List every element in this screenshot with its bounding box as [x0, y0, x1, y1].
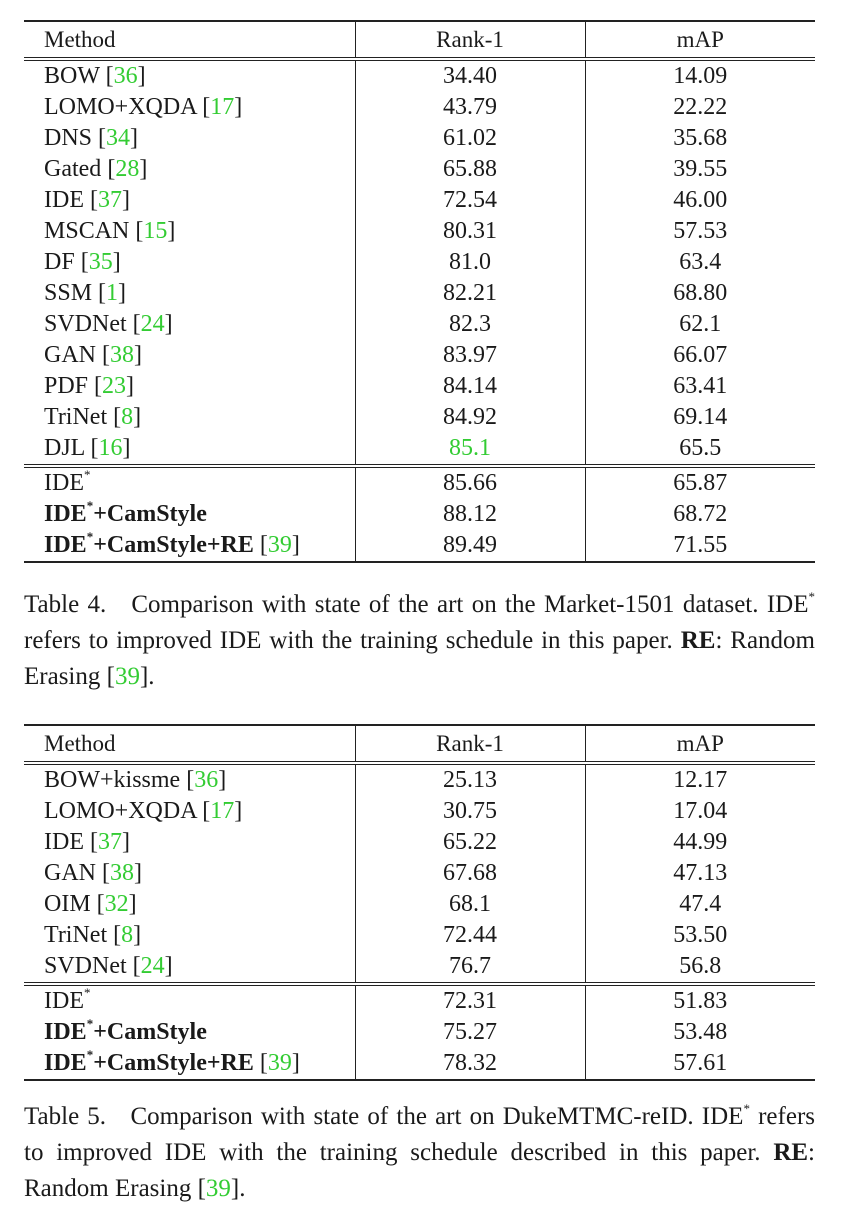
- table-row: [24, 92, 815, 123]
- citation-link[interactable]: 37: [97, 829, 122, 855]
- table-row: [24, 247, 815, 278]
- header-rank1: Rank-1: [355, 21, 585, 59]
- table-row: [24, 185, 815, 216]
- method-name: [44, 922, 107, 948]
- method-label: LOMO+XQDA: [44, 94, 197, 120]
- table-row: [24, 123, 815, 154]
- map-cell: 57.61: [585, 1048, 815, 1080]
- method-name: [44, 860, 96, 886]
- method-cell: IDE*+CamStyle+RE [39]: [24, 530, 355, 562]
- method-name: [44, 94, 196, 120]
- method-star: *: [83, 467, 91, 482]
- map-cell: 46.00: [673, 187, 728, 213]
- citation-link[interactable]: 35: [88, 249, 113, 275]
- method-label: PDF: [44, 373, 89, 399]
- map-cell: 47.4: [679, 891, 722, 917]
- rank1-cell: 30.75: [355, 796, 585, 827]
- map-cell: 14.09: [673, 63, 728, 89]
- method-base: IDE: [44, 532, 87, 558]
- table-row: [24, 827, 815, 858]
- caption-bold: RE: [773, 1139, 809, 1166]
- method-base: IDE: [44, 988, 84, 1014]
- method-label: TriNet: [44, 404, 108, 430]
- method-cell: DNS [34]: [24, 123, 355, 154]
- method-label: GAN: [44, 342, 96, 368]
- method-label: SVDNet: [44, 311, 127, 337]
- rank1-cell: 61.02: [355, 123, 585, 154]
- table-row-ours: [24, 1048, 815, 1080]
- table5-caption: [24, 1099, 815, 1207]
- citation-link[interactable]: 36: [194, 767, 219, 793]
- method-cell: [24, 1017, 355, 1048]
- method-label: DF: [44, 249, 75, 275]
- method-cell: PDF [23]: [24, 371, 355, 402]
- method-cell: LOMO+XQDA [17]: [24, 92, 355, 123]
- results-table-dukemtmc: [24, 724, 815, 1081]
- citation-link[interactable]: 15: [143, 218, 168, 244]
- method-cell: DF [35]: [24, 247, 355, 278]
- method-base: IDE: [44, 501, 87, 527]
- table-row-ours: [24, 499, 815, 530]
- table-row: [24, 216, 815, 247]
- method-name: [44, 798, 196, 824]
- rank1-cell: 82.21: [355, 278, 585, 309]
- map-cell: 51.83: [585, 984, 815, 1017]
- table-row: [24, 59, 815, 92]
- map-cell: 63.41: [673, 373, 728, 399]
- results-table: [24, 20, 815, 563]
- method-name: [44, 953, 127, 979]
- method-name: [44, 63, 100, 89]
- method-cell: [24, 466, 355, 499]
- method-cell: BOW+kissme [36]: [24, 763, 355, 796]
- map-cell: 56.8: [679, 953, 722, 979]
- method-cell: IDE [37]: [24, 827, 355, 858]
- results-table-market1501: [24, 20, 815, 563]
- table-row: [24, 278, 815, 309]
- method-label: SVDNet: [44, 953, 127, 979]
- citation-link[interactable]: 39: [267, 532, 292, 558]
- results-table: [24, 724, 815, 1081]
- method-cell: [24, 984, 355, 1017]
- citation-link[interactable]: 38: [110, 342, 134, 368]
- rank1-cell: 85.66: [355, 466, 585, 499]
- method-name: [44, 767, 180, 793]
- caption-star: *: [808, 588, 815, 604]
- table-row: [24, 889, 815, 920]
- method-label: IDE: [44, 187, 84, 213]
- rank1-cell: 65.22: [355, 827, 585, 858]
- method-star: *: [86, 1047, 94, 1062]
- method-cell: IDE*+CamStyle+RE [39]: [24, 1048, 355, 1080]
- rank1-cell: 68.1: [355, 889, 585, 920]
- map-cell: 53.50: [673, 922, 728, 948]
- method-name: [44, 311, 127, 337]
- method-cell: GAN [38]: [24, 340, 355, 371]
- rank1-cell: 43.79: [355, 92, 585, 123]
- caption-text: Comparison with state of the art on the Market-1501 dataset. IDE: [131, 591, 809, 618]
- table-row-ours: [24, 466, 815, 499]
- map-cell: 68.72: [673, 501, 728, 527]
- caption-label: Table 4.: [24, 591, 107, 618]
- method-cell: DJL [16]: [24, 433, 355, 466]
- citation-link[interactable]: 39: [114, 663, 140, 690]
- map-cell: 17.04: [673, 798, 728, 824]
- method-label: LOMO+XQDA: [44, 798, 197, 824]
- rank1-cell: 84.14: [355, 371, 585, 402]
- method-label: BOW: [44, 63, 100, 89]
- map-cell: 53.48: [673, 1019, 728, 1045]
- caption-text: : Random Erasing [: [24, 1139, 815, 1202]
- citation-link[interactable]: 39: [267, 1050, 292, 1076]
- method-name: [44, 985, 91, 1014]
- rank1-cell: 67.68: [355, 858, 585, 889]
- table-row: [24, 858, 815, 889]
- method-label: DJL: [44, 435, 85, 461]
- rank1-cell: 85.1: [355, 433, 585, 466]
- caption-text: refers to improved IDE with the training schedule described in this paper.: [24, 1103, 815, 1166]
- table-row-ours: [24, 1017, 815, 1048]
- method-cell: MSCAN [15]: [24, 216, 355, 247]
- citation-link[interactable]: 24: [140, 311, 165, 337]
- citation-link[interactable]: 34: [106, 125, 131, 151]
- method-name: [44, 342, 96, 368]
- method-suffix: +CamStyle: [93, 501, 207, 527]
- header-row: [24, 725, 815, 763]
- rank1-cell: 80.31: [355, 216, 585, 247]
- rank1-cell: 82.3: [355, 309, 585, 340]
- table-row: [24, 371, 815, 402]
- method-label: SSM: [44, 280, 93, 306]
- rank1-cell: 76.7: [355, 951, 585, 984]
- caption-bold: RE: [680, 627, 716, 654]
- method-label: OIM: [44, 891, 91, 917]
- method-cell: BOW [36]: [24, 59, 355, 92]
- method-star: *: [86, 498, 94, 513]
- caption-text: Comparison with state of the art on DukeMTMC-reID. IDE: [130, 1103, 744, 1130]
- table-row: [24, 402, 815, 433]
- table-row-ours: [24, 530, 815, 562]
- citation-link[interactable]: 23: [102, 373, 127, 399]
- method-base: IDE: [44, 1050, 87, 1076]
- rank1-cell: 89.49: [355, 530, 585, 562]
- rank1-cell: 78.32: [355, 1048, 585, 1080]
- method-name: [44, 891, 91, 917]
- method-name: [44, 498, 207, 527]
- map-cell: 65.5: [679, 435, 722, 461]
- method-name: [44, 373, 88, 399]
- map-cell: 63.4: [679, 249, 722, 275]
- map-cell: 57.53: [673, 218, 728, 244]
- header-rank1: Rank-1: [355, 725, 585, 763]
- method-label: IDE: [44, 829, 84, 855]
- method-cell: SSM [1]: [24, 278, 355, 309]
- method-label: BOW+kissme: [44, 767, 181, 793]
- citation-link[interactable]: 17: [210, 798, 235, 824]
- method-star: *: [86, 1016, 94, 1031]
- method-name: [44, 829, 84, 855]
- method-name: [44, 529, 254, 558]
- method-name: [44, 1047, 254, 1076]
- caption-label: Table 5.: [24, 1103, 107, 1130]
- map-cell: 62.1: [679, 311, 722, 337]
- method-suffix: +CamStyle+RE: [93, 532, 254, 558]
- method-cell: Gated [28]: [24, 154, 355, 185]
- header-method: Method: [24, 725, 355, 763]
- citation-link[interactable]: 38: [110, 860, 134, 886]
- table4-caption: [24, 587, 815, 695]
- rank1-cell: 88.12: [355, 499, 585, 530]
- table-row: [24, 763, 815, 796]
- citation-link[interactable]: 37: [97, 187, 122, 213]
- method-name: [44, 467, 91, 496]
- citation-link[interactable]: 17: [210, 94, 235, 120]
- table-row: [24, 951, 815, 984]
- method-label: Gated: [44, 156, 102, 182]
- rank1-cell: 84.92: [355, 402, 585, 433]
- header-row: [24, 21, 815, 59]
- citation-link[interactable]: 8: [121, 922, 134, 948]
- rank1-cell: 81.0: [355, 247, 585, 278]
- table-row-ours: [24, 984, 815, 1017]
- table-row: [24, 309, 815, 340]
- rank1-cell: 72.44: [355, 920, 585, 951]
- rank1-cell: 72.54: [355, 185, 585, 216]
- method-name: [44, 156, 101, 182]
- method-cell: IDE [37]: [24, 185, 355, 216]
- method-label: MSCAN: [44, 218, 130, 244]
- method-suffix: +CamStyle+RE: [93, 1050, 254, 1076]
- citation-link[interactable]: 8: [121, 404, 134, 430]
- method-cell: LOMO+XQDA [17]: [24, 796, 355, 827]
- rank1-cell: 25.13: [355, 763, 585, 796]
- caption-text: : Random Erasing [: [24, 627, 815, 690]
- method-cell: OIM [32]: [24, 889, 355, 920]
- rank1-cell: 75.27: [355, 1017, 585, 1048]
- map-cell: 12.17: [673, 767, 728, 793]
- rank1-cell: 72.31: [355, 984, 585, 1017]
- method-label: TriNet: [44, 922, 108, 948]
- method-cell: [24, 499, 355, 530]
- map-cell: 47.13: [673, 860, 728, 886]
- method-suffix: +CamStyle: [93, 1019, 207, 1045]
- map-cell: 35.68: [673, 125, 728, 151]
- table-row: [24, 796, 815, 827]
- method-cell: TriNet [8]: [24, 920, 355, 951]
- caption-text: refers to improved IDE with the training schedule in this paper.: [24, 627, 681, 654]
- method-name: [44, 187, 84, 213]
- method-name: [44, 218, 129, 244]
- method-name: [44, 249, 75, 275]
- method-cell: SVDNet [24]: [24, 951, 355, 984]
- map-cell: 68.80: [673, 280, 728, 306]
- map-cell: 71.55: [585, 530, 815, 562]
- method-label: GAN: [44, 860, 96, 886]
- caption-text: ].: [139, 663, 155, 690]
- caption-text: ].: [230, 1175, 246, 1202]
- table-row: [24, 433, 815, 466]
- method-cell: GAN [38]: [24, 858, 355, 889]
- table-row: [24, 340, 815, 371]
- table-row: [24, 920, 815, 951]
- citation-link[interactable]: 28: [115, 156, 140, 182]
- method-name: [44, 125, 92, 151]
- map-cell: 39.55: [673, 156, 728, 182]
- map-cell: 65.87: [585, 466, 815, 499]
- method-cell: TriNet [8]: [24, 402, 355, 433]
- map-cell: 22.22: [673, 94, 728, 120]
- citation-link[interactable]: 24: [140, 953, 165, 979]
- method-star: *: [83, 985, 91, 1000]
- citation-link[interactable]: 39: [205, 1175, 231, 1202]
- map-cell: 44.99: [673, 829, 728, 855]
- rank1-cell: 34.40: [355, 59, 585, 92]
- method-name: [44, 435, 84, 461]
- map-cell: 66.07: [673, 342, 728, 368]
- method-name: [44, 1016, 207, 1045]
- method-name: [44, 404, 107, 430]
- method-label: DNS: [44, 125, 93, 151]
- method-base: IDE: [44, 470, 84, 496]
- citation-link[interactable]: 36: [113, 63, 138, 89]
- caption-star: *: [743, 1100, 750, 1116]
- header-method: Method: [24, 21, 355, 59]
- method-star: *: [86, 529, 94, 544]
- rank1-cell: 65.88: [355, 154, 585, 185]
- citation-link[interactable]: 32: [104, 891, 129, 917]
- header-map: mAP: [676, 27, 724, 52]
- rank1-cell: 83.97: [355, 340, 585, 371]
- table-row: [24, 154, 815, 185]
- header-map: mAP: [676, 731, 724, 756]
- method-name: [44, 280, 92, 306]
- map-cell: 69.14: [673, 404, 728, 430]
- method-cell: SVDNet [24]: [24, 309, 355, 340]
- citation-link[interactable]: 1: [106, 280, 119, 306]
- method-base: IDE: [44, 1019, 87, 1045]
- citation-link[interactable]: 16: [98, 435, 123, 461]
